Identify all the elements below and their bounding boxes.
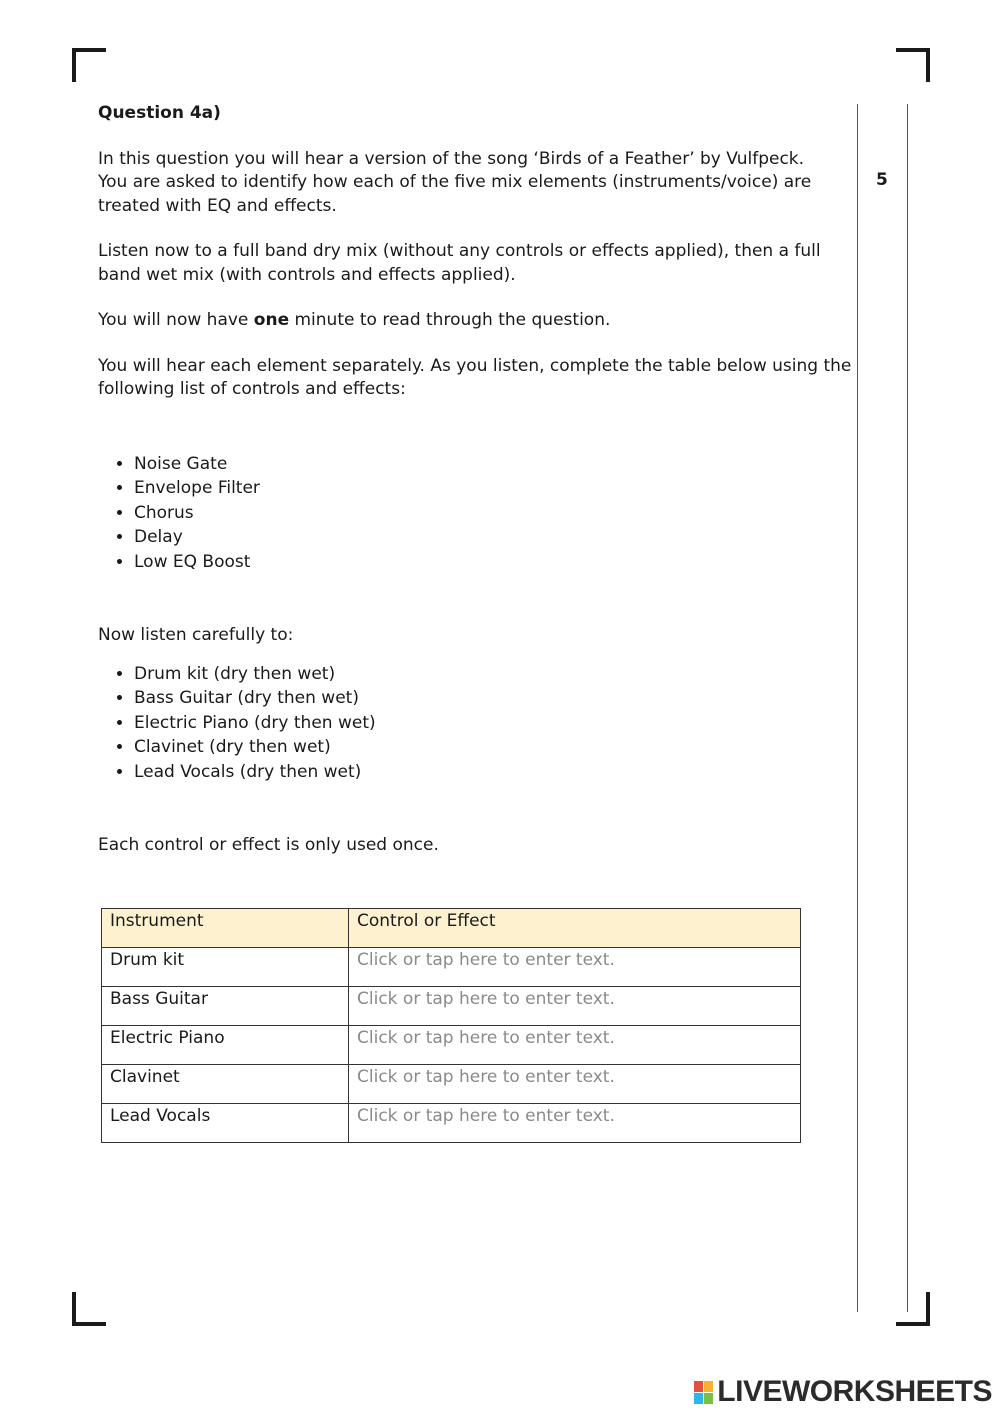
reading-time-post: minute to read through the question. (289, 310, 611, 330)
intro-paragraph (98, 148, 858, 219)
elements-list-item: • Lead Vocals (dry then wet) (134, 760, 858, 785)
header-control-or-effect: Control or Effect (349, 909, 801, 948)
answer-input-lead-vocals[interactable]: Click or tap here to enter text. (349, 1104, 801, 1143)
instrument-cell: Drum kit (102, 948, 349, 987)
effects-list-item: • Chorus (134, 501, 858, 526)
elements-list (98, 662, 858, 785)
instrument-cell: Bass Guitar (102, 987, 349, 1026)
header-instrument: Instrument (102, 909, 349, 948)
logo-block (694, 1393, 703, 1404)
reading-time-bold: one (253, 310, 290, 330)
table-row (102, 987, 801, 1026)
answer-table (101, 908, 801, 1143)
instrument-cell: Clavinet (102, 1065, 349, 1104)
question-title: Question 4a) (98, 103, 221, 123)
intro-line-1: In this question you will hear a version of the song ‘Birds of a Feather’ by Vulfpeck. (98, 148, 805, 169)
intro-line-2: You are asked to identify how each of the five mix elements (instruments/voice) are treated with EQ and effects. (98, 172, 812, 216)
crop-mark-top-right (896, 48, 930, 82)
logo-block (704, 1393, 713, 1404)
instrument-cell: Electric Piano (102, 1026, 349, 1065)
answer-input-bass-guitar[interactable]: Click or tap here to enter text. (349, 987, 801, 1026)
elements-list-item: • Electric Piano (dry then wet) (134, 711, 858, 736)
effects-list-item: • Envelope Filter (134, 476, 858, 501)
table-row (102, 1026, 801, 1065)
crop-mark-bottom-right (896, 1292, 930, 1326)
once-note: Each control or effect is only used once. (98, 835, 439, 855)
logo-block (704, 1381, 713, 1392)
crop-mark-bottom-left (72, 1292, 106, 1326)
marks-value: 5 (876, 170, 888, 190)
answer-input-clavinet[interactable]: Click or tap here to enter text. (349, 1065, 801, 1104)
table-row (102, 948, 801, 987)
now-listen-label: Now listen carefully to: (98, 625, 294, 645)
effects-list-item: • Low EQ Boost (134, 550, 858, 575)
effects-list (98, 452, 858, 575)
crop-mark-top-left (72, 48, 106, 82)
logo-text: LIVEWORKSHEETS (717, 1375, 992, 1408)
answer-input-drum-kit[interactable]: Click or tap here to enter text. (349, 948, 801, 987)
logo-blocks-icon (694, 1381, 713, 1404)
instrument-cell: Lead Vocals (102, 1104, 349, 1143)
elements-list-item: • Clavinet (dry then wet) (134, 735, 858, 760)
effects-list-item: • Delay (134, 525, 858, 550)
question-content (98, 102, 858, 858)
table-row (102, 1065, 801, 1104)
margin-line-right (907, 104, 908, 1312)
effects-list-item: • Noise Gate (134, 452, 858, 477)
listen-paragraph: Listen now to a full band dry mix (without any controls or effects applied), then a full band wet mix (with controls and effects applied). (98, 241, 821, 285)
reading-time-pre: You will now have (98, 310, 254, 330)
elements-list-item: • Drum kit (dry then wet) (134, 662, 858, 687)
answer-input-electric-piano[interactable]: Click or tap here to enter text. (349, 1026, 801, 1065)
elements-list-item: • Bass Guitar (dry then wet) (134, 686, 858, 711)
instructions-paragraph: You will hear each element separately. As you listen, complete the table below using the following list of controls and effects: (98, 355, 852, 399)
table-header-row (102, 909, 801, 948)
liveworksheets-logo (694, 1375, 992, 1409)
logo-block (694, 1381, 703, 1392)
reading-time-paragraph (98, 309, 858, 333)
table-row (102, 1104, 801, 1143)
